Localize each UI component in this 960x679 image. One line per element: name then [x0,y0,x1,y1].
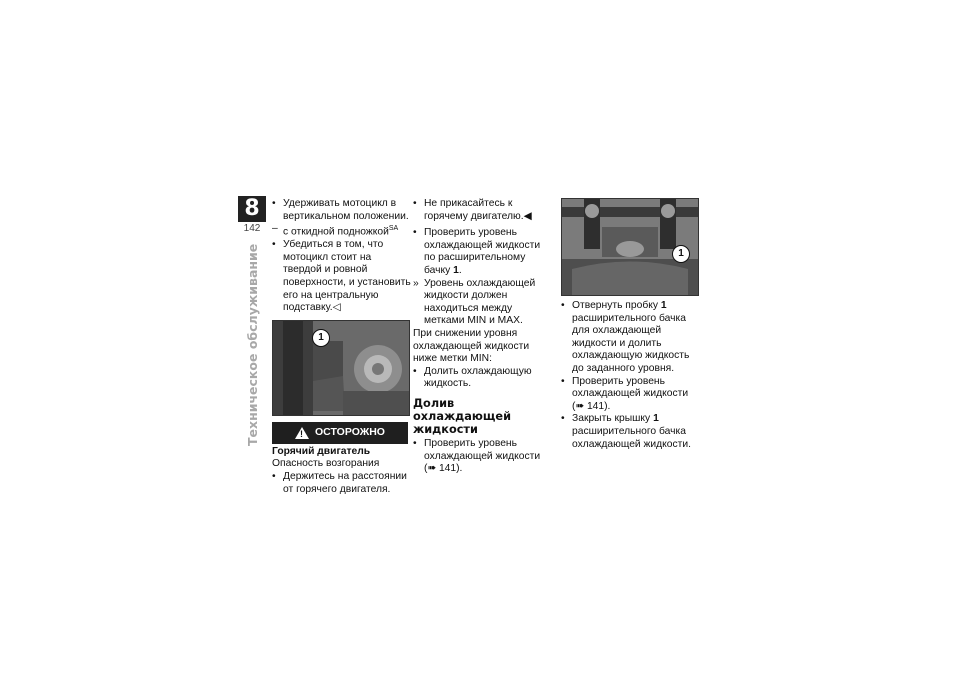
column-3 [561,198,701,451]
list-item: • Удерживать мотоцикл в вертикальном положении. [272,198,409,222]
section-heading: Долив охлаждающей жидкости [413,396,511,436]
paragraph: При снижении уровня охлаждающей жидкости ниже метки MIN: [413,327,530,365]
photo-reservoir [561,198,699,296]
warning-triangle-icon: ! [295,427,309,439]
end-marker-icon: ◁ [332,302,341,314]
page-reference: 141 [586,400,605,412]
chapter-number: 8 [238,196,266,222]
warning-label: ОСТОРОЖНО [315,426,385,439]
page-reference: 141 [438,463,457,475]
list-item: • Не прикасайтесь к горячему двигателю.◀ [413,198,532,222]
list-item-option: – с откидной подножкой$^{SA}$ [272,223,399,238]
list-item: • Долить охлаждающую жидкость. [413,365,532,390]
warning-title: Горячий двигатель [272,445,371,457]
list-item: • Держитесь на расстоянии от горячего двигателя. [272,470,407,495]
list-item: • Проверить уровень охлаждающей жидкости (➠ 141). [561,375,689,412]
chapter-title-vertical: Техническое обслуживание [245,243,260,446]
warning-banner [272,422,408,444]
result-item: » Уровень охлаждающей жидкости должен находиться между метками MIN и MAX. [413,277,536,327]
list-item: • Убедиться в том, что мотоцикл стоит на твердой и ровной поверхности, и установить его на центральную подставку.◁ [272,239,411,314]
end-marker-icon: ◀ [523,210,532,222]
column-2 [413,198,553,476]
column-1 [272,198,412,496]
list-item: • Закрыть крышку 1 расширительного бачка охлаждающей жидкости. [561,413,692,450]
callout-1: 1 [672,245,690,263]
photo-engine-illustration [273,321,409,415]
list-item: • Отвернуть пробку 1 расширительного бачка для охлаждающей жидкости и долить охлаждающую жидкость до заданного уровня. [561,300,690,374]
photo-engine [272,320,410,416]
page-reference-arrow-icon: ➠ [427,463,439,475]
page-reference-arrow-icon: ➠ [575,400,587,412]
page-number: 142 [243,223,261,234]
list-item: • Проверить уровень охлаждающей жидкости по расширительному бачку 1. [413,227,541,276]
list-item: • Проверить уровень охлаждающей жидкости (➠ 141). [413,437,541,475]
callout-1: 1 [312,329,330,347]
warning-subtitle: Опасность возгорания [272,458,380,470]
